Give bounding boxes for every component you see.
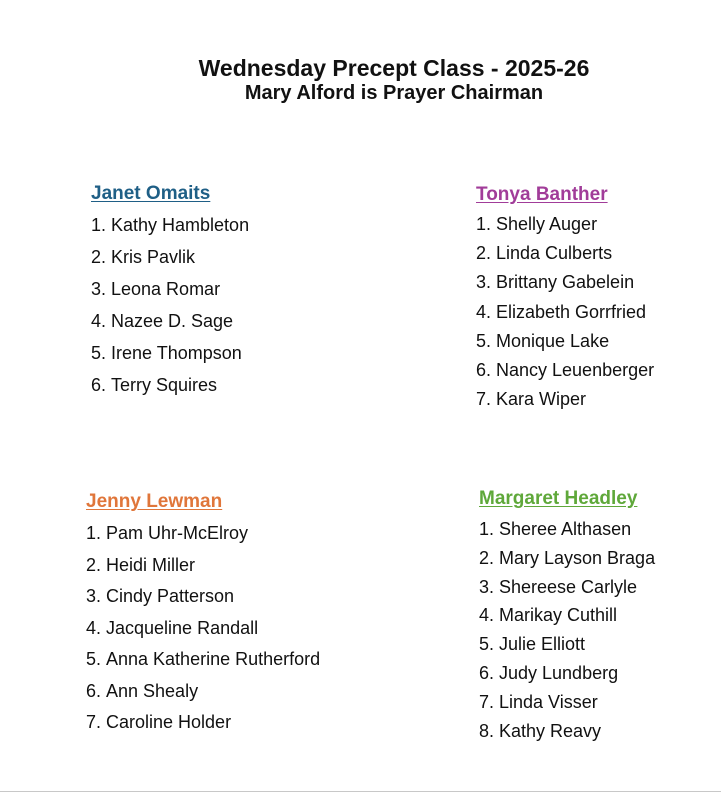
member-number: 3. <box>91 279 107 299</box>
member-list <box>476 213 654 417</box>
member-name: Anna Katherine Rutherford <box>106 649 321 669</box>
member-number: 3. <box>86 586 102 606</box>
member-number: 2. <box>476 243 492 264</box>
member-number: 5. <box>91 343 107 363</box>
group-jenny-lewman <box>86 491 320 742</box>
member-number: 5. <box>476 330 492 351</box>
list-item <box>91 213 249 245</box>
member-number: 6. <box>91 375 107 395</box>
list-item <box>476 359 654 388</box>
member-number: 4. <box>91 311 107 331</box>
list-item <box>476 213 654 242</box>
member-list <box>86 521 320 742</box>
group-leader: Jenny Lewman <box>86 491 223 512</box>
member-name: Jacqueline Randall <box>106 617 259 638</box>
member-number: 6. <box>479 662 495 683</box>
list-item <box>86 521 320 553</box>
member-name: Marikay Cuthill <box>499 605 618 626</box>
member-name: Kris Pavlik <box>111 247 196 267</box>
member-name: Mary Layson Braga <box>499 547 656 568</box>
member-name: Kathy Reavy <box>499 720 602 741</box>
list-item <box>479 720 655 749</box>
list-item <box>476 242 654 271</box>
list-item <box>86 679 320 711</box>
member-name: Julie Elliott <box>499 634 586 655</box>
member-name: Brittany Gabelein <box>496 272 635 293</box>
group-leader: Margaret Headley <box>479 488 638 509</box>
member-list <box>479 518 655 748</box>
list-item <box>91 309 249 341</box>
member-number: 7. <box>86 712 102 732</box>
member-list <box>91 213 249 405</box>
member-name: Monique Lake <box>496 330 610 351</box>
member-name: Elizabeth Gorrfried <box>496 301 647 322</box>
list-item <box>479 604 655 633</box>
list-item <box>91 245 249 277</box>
member-number: 5. <box>86 649 102 669</box>
list-item <box>86 647 320 679</box>
list-item <box>86 710 320 742</box>
member-number: 1. <box>86 523 102 543</box>
page-subtitle: Mary Alford is Prayer Chairman <box>244 82 544 104</box>
list-item <box>86 584 320 616</box>
member-number: 6. <box>86 680 102 701</box>
member-name: Heidi Miller <box>106 554 196 575</box>
list-item <box>91 277 249 309</box>
member-number: 8. <box>479 720 495 741</box>
member-name: Shelly Auger <box>496 214 598 234</box>
page-bottom-rule <box>0 791 721 792</box>
member-number: 3. <box>476 272 492 293</box>
member-number: 2. <box>91 247 107 267</box>
member-name: Nancy Leuenberger <box>496 359 655 380</box>
list-item <box>91 373 249 405</box>
list-item <box>479 518 655 547</box>
member-number: 4. <box>476 301 492 322</box>
member-number: 7. <box>476 389 492 410</box>
member-name: Shereese Carlyle <box>499 576 638 597</box>
group-janet-omaits <box>91 183 249 405</box>
member-number: 1. <box>91 215 107 235</box>
member-number: 2. <box>86 554 102 575</box>
member-name: Linda Culberts <box>496 243 613 264</box>
member-name: Cindy Patterson <box>106 586 235 606</box>
member-name: Nazee D. Sage <box>111 311 234 331</box>
member-name: Linda Visser <box>499 691 598 712</box>
list-item <box>479 691 655 720</box>
member-name: Kara Wiper <box>496 389 587 410</box>
member-name: Sheree Althasen <box>499 519 632 539</box>
list-item <box>476 301 654 330</box>
member-name: Kathy Hambleton <box>111 215 250 235</box>
member-name: Pam Uhr-McElroy <box>106 523 249 543</box>
group-tonya-banther <box>476 184 654 417</box>
list-item <box>476 271 654 300</box>
group-leader: Tonya Banther <box>476 184 608 205</box>
page-title: Wednesday Precept Class - 2025-26 <box>198 55 590 81</box>
member-number: 4. <box>479 605 495 626</box>
member-name: Judy Lundberg <box>499 662 619 683</box>
list-item <box>476 388 654 417</box>
member-number: 5. <box>479 634 495 655</box>
list-item <box>479 547 655 576</box>
member-name: Caroline Holder <box>106 712 232 732</box>
member-number: 2. <box>479 547 495 568</box>
list-item <box>86 616 320 648</box>
member-name: Terry Squires <box>111 375 218 395</box>
member-number: 1. <box>479 519 495 539</box>
member-number: 1. <box>476 214 492 234</box>
list-item <box>91 341 249 373</box>
member-number: 4. <box>86 617 102 638</box>
list-item <box>479 576 655 605</box>
member-number: 6. <box>476 359 492 380</box>
list-item <box>479 633 655 662</box>
list-item <box>86 553 320 585</box>
group-margaret-headley <box>479 488 655 748</box>
member-number: 7. <box>479 691 495 712</box>
member-name: Leona Romar <box>111 279 221 299</box>
member-name: Ann Shealy <box>106 680 199 701</box>
member-number: 3. <box>479 576 495 597</box>
group-leader: Janet Omaits <box>91 183 211 204</box>
list-item <box>479 662 655 691</box>
member-name: Irene Thompson <box>111 343 242 363</box>
list-item <box>476 330 654 359</box>
